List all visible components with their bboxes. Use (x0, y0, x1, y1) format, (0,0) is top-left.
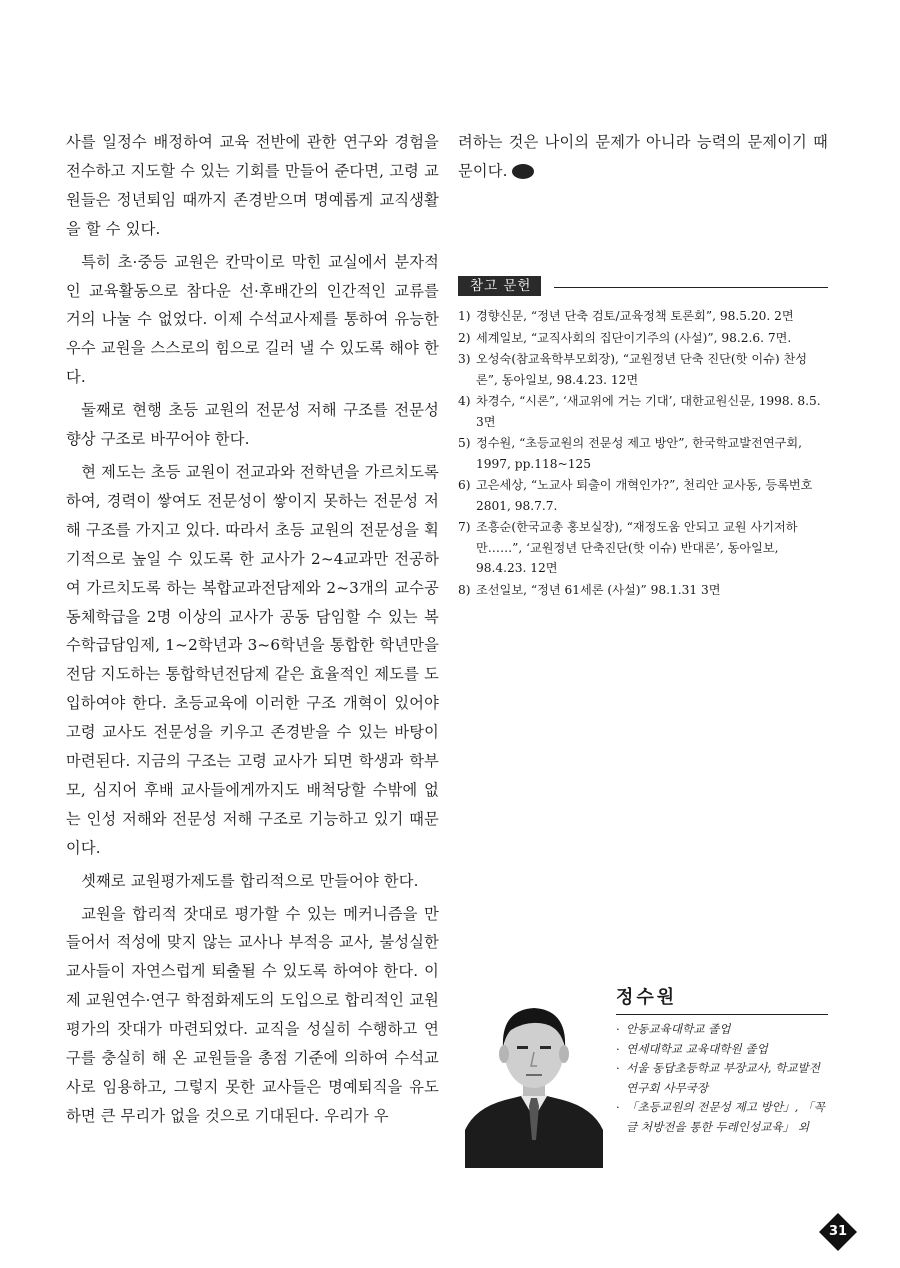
bio-item (616, 1020, 828, 1040)
reference-text: 조흥순(한국교총 홍보실장), “재정도움 안되고 교원 사기저하만……”, ‘교원정년 단축진단(핫 이슈) 반대론’, 동아일보, 98.4.23. 12면 (476, 520, 798, 575)
bio-text: 「초등교원의 전문성 제고 방안」, 「꼭글 처방전을 통한 두레인성교육」 외 (626, 1100, 825, 1134)
reference-number: 5) (458, 436, 471, 450)
reference-number: 8) (458, 582, 471, 597)
reference-item (458, 306, 828, 327)
reference-text: 경향신문, “정년 단축 검토/교육정책 토론회”, 98.5.20. 2면 (476, 309, 794, 323)
reference-text: 차경수, “시론”, ‘새교위에 거는 기대’, 대한교원신문, 1998. 8.5. 3면 (476, 394, 821, 429)
reference-text: 조선일보, “정년 61세론 (사설)” 98.1.31 3면 (476, 582, 721, 597)
body-paragraph: 둘째로 현행 초등 교원의 전문성 저해 구조를 전문성 향상 구조로 바꾸어야 한다. (66, 401, 439, 449)
bio-text: 서울 동답초등학교 부장교사, 학교발전연구회 사무국장 (626, 1061, 820, 1095)
body-paragraph: 현 제도는 초등 교원이 전교과와 전학년을 가르치도록 하여, 경력이 쌓여도 전문성이 쌓이지 못하는 전문성 저해 구조를 가지고 있다. 따라서 초등 교원의 전문성을 획기적으로 높일 수 있도록 한 교사가 2~4교과만 전공하여 가르치도록 하는 복합교과전담제와 2~3개의 교수공동체학급을 2명 이상의 교사가 공동 담임할 수 있는 복수학급담임제, 1~2학년과 3~6학년을 통합한 학년만을 전담 지도하는 통합학년전담제 같은 효율적인 제도를 도입하여야 한다. 초등교육에 이러한 구조 개혁이 있어야 고령 교사도 전문성을 키우고 존경받을 수 있는 바탕이 마련된다. 지금의 구조는 고령 교사가 되면 학생과 학부모, 심지어 후배 교사들에게까지도 배척당할 수밖에 없는 인성 저해와 전문성 저해 구조로 기능하고 있기 때문이다. (66, 462, 439, 857)
reference-number: 6) (458, 478, 471, 492)
bio-text: 연세대학교 교육대학원 졸업 (626, 1041, 768, 1056)
reference-number: 3) (458, 352, 471, 366)
bio-list (616, 1020, 828, 1138)
reference-text: 세계일보, “교직사회의 집단이기주의 (사설)”, 98.2.6. 7면. (476, 330, 792, 345)
bullet-icon: · (616, 1022, 620, 1036)
reference-text: 오성숙(참교육학부모회장), “교원정년 단축 진단(핫 이슈) 찬성론”, 동아일보, 98.4.23. 12면 (476, 352, 808, 387)
page-number-badge (818, 1212, 858, 1252)
body-paragraph: 교원을 합리적 잣대로 평가할 수 있는 메커니즘을 만들어서 적성에 맞지 않는 교사나 부적응 교사, 불성실한 교사들이 자연스럽게 퇴출될 수 있도록 하여야 한다. 이제 교원연수·연구 학점화제도의 도입으로 합리적인 교원평가의 잣대가 마련되었다. 교직을 성실히 수행하고 연구를 충실히 해 온 교원들을 총점 기준에 의하여 수석교사로 임용하고, 그렇지 못한 교사들은 명예퇴직을 유도하면 큰 무리가 없을 것으로 기대된다. 우리가 우 (66, 904, 439, 1125)
reference-item (458, 391, 828, 432)
reference-item (458, 433, 828, 474)
reference-number: 2) (458, 330, 471, 345)
reference-item (458, 349, 828, 390)
body-paragraph: 특히 초·중등 교원은 칸막이로 막힌 교실에서 분자적인 교육활동으로 참다운 선·후배간의 인간적인 교류를 거의 나눌 수 없었다. 이제 수석교사제를 통하여 유능한 우수 교원을 스스로의 힘으로 길러 낼 수 있도록 해야 한다. (66, 252, 439, 387)
reference-item (458, 580, 828, 601)
bio-item (616, 1059, 828, 1098)
author-photo (465, 990, 603, 1168)
reference-number: 4) (458, 394, 471, 408)
body-paragraph: 사를 일정수 배정하여 교육 전반에 관한 연구와 경험을 전수하고 지도할 수 있는 기회를 만들어 준다면, 고령 교원들은 정년퇴임 때까지 존경받으며 명예롭게 교직생활을 할 수 있다. (66, 133, 439, 238)
bio-text: 안동교육대학교 졸업 (626, 1022, 731, 1036)
reference-number: 1) (458, 309, 471, 323)
reference-number: 7) (458, 520, 471, 534)
end-mark-icon (512, 164, 534, 179)
author-bio (616, 986, 828, 1138)
bio-item (616, 1040, 828, 1060)
reference-item (458, 475, 828, 516)
references-header (458, 276, 828, 296)
page-number: 31 (828, 1224, 848, 1239)
header-rule (554, 287, 828, 288)
right-column (458, 128, 828, 186)
continuation-text: 려하는 것은 나이의 문제가 아니라 능력의 문제이기 때문이다. (458, 133, 828, 180)
author-name: 정수원 (616, 987, 678, 1008)
reference-text: 고은세상, “노교사 퇴출이 개혁인가?”, 천리안 교사동, 등록번호 2801, 98.7.7. (476, 478, 813, 513)
body-paragraph: 셋째로 교원평가제도를 합리적으로 만들어야 한다. (81, 871, 419, 890)
bullet-icon: · (616, 1100, 620, 1115)
references-list (458, 306, 828, 601)
bullet-icon: · (616, 1041, 620, 1056)
body-paragraph-continuation (458, 128, 828, 186)
left-column (66, 128, 439, 1131)
bio-item (616, 1098, 828, 1137)
reference-item (458, 328, 828, 349)
reference-item (458, 517, 828, 579)
bio-rule (616, 1014, 828, 1015)
references-title: 참고 문헌 (458, 276, 541, 296)
reference-text: 정수원, “초등교원의 전문성 제고 방안”, 한국학교발전연구회, 1997, pp.118~125 (476, 436, 803, 471)
bullet-icon: · (616, 1061, 620, 1076)
